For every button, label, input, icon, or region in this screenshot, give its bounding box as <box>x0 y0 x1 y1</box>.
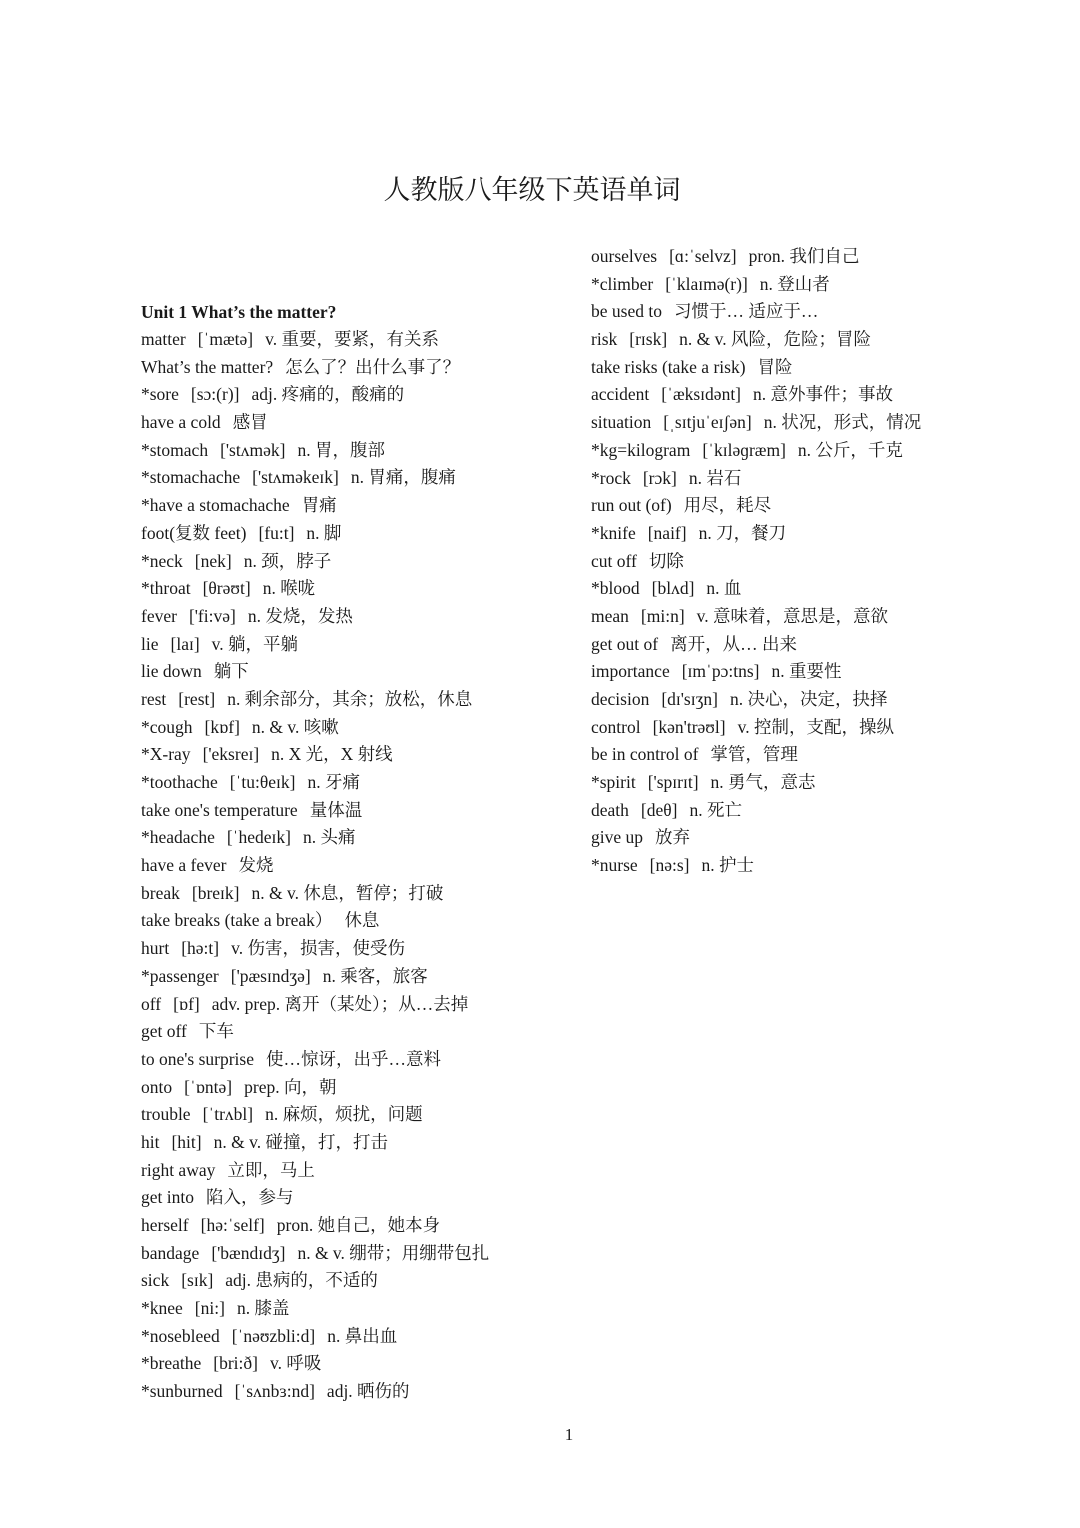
vocab-phonetic: [ˈhedeɪk] <box>226 827 291 848</box>
vocab-entry <box>141 1046 489 1074</box>
vocab-entry <box>591 658 921 686</box>
vocab-word: *have a stomachache <box>141 495 290 516</box>
vocab-word: run out (of) <box>591 495 672 516</box>
vocab-phonetic: [naif] <box>647 522 687 543</box>
vocab-definition: n. 决心，决定，抉择 <box>729 689 888 709</box>
vocab-entry <box>141 381 489 409</box>
vocab-phonetic: [hə:ˈself] <box>200 1215 265 1235</box>
vocab-entry <box>141 1074 489 1102</box>
vocab-entry <box>141 714 489 742</box>
vocab-word: *nurse <box>591 855 638 876</box>
vocab-entry <box>591 298 921 326</box>
vocab-word: *stomach <box>141 439 209 460</box>
vocab-definition: n. 喉咙 <box>262 578 316 599</box>
vocab-phonetic: ['pæsɪndʒə] <box>230 965 311 986</box>
vocab-word: ourselves <box>591 246 658 266</box>
vocab-entry <box>141 492 489 520</box>
vocab-definition: 躺下 <box>213 661 249 682</box>
vocab-entry <box>141 437 489 465</box>
vocab-entry <box>591 686 921 714</box>
vocab-phonetic: [ˈnəʊzbli:d] <box>231 1325 316 1346</box>
vocab-phonetic: [kɒf] <box>204 716 240 737</box>
vocab-definition: n. 岩石 <box>688 467 742 488</box>
vocab-word: foot(复数 feet) <box>141 522 247 543</box>
vocab-entry <box>591 797 921 825</box>
vocab-definition: n. 公斤，千克 <box>797 439 903 460</box>
vocab-entry <box>591 326 921 354</box>
vocab-phonetic: [rɪsk] <box>629 329 668 350</box>
vocab-definition: 胃痛 <box>301 495 337 516</box>
vocab-entry <box>141 520 489 548</box>
vocab-entry <box>141 769 489 797</box>
vocab-word: decision <box>591 689 650 709</box>
vocab-word: sick <box>141 1270 170 1291</box>
vocab-entry <box>141 631 489 659</box>
vocab-entry <box>591 271 921 299</box>
vocab-word: trouble <box>141 1104 191 1125</box>
vocab-word: onto <box>141 1076 173 1097</box>
vocab-definition: 下车 <box>198 1021 234 1042</box>
vocab-definition: adv. prep. 离开（某处）；从…去掉 <box>211 993 469 1014</box>
vocab-entry <box>591 603 921 631</box>
vocab-word: get out of <box>591 633 659 654</box>
vocab-definition: 发烧 <box>238 855 274 876</box>
vocab-definition: adj. 疼痛的，酸痛的 <box>251 384 405 405</box>
vocab-definition: 陷入，参与 <box>205 1187 294 1208</box>
vocab-entry <box>141 1129 489 1157</box>
vocab-definition: n. 牙痛 <box>307 772 361 792</box>
vocab-word: *toothache <box>141 772 218 792</box>
vocab-word: lie down <box>141 661 202 682</box>
vocab-word: mean <box>591 605 629 626</box>
vocab-entry <box>141 1184 489 1212</box>
vocab-entry <box>141 354 489 382</box>
vocab-definition: prep. 向，朝 <box>244 1076 337 1097</box>
vocab-word: lie <box>141 633 159 654</box>
vocab-phonetic: [nə:s] <box>649 855 690 876</box>
page-number: 1 <box>564 1425 574 1444</box>
vocab-phonetic: [sɔ:(r)] <box>190 384 240 405</box>
vocab-phonetic: ['bændɪdʒ] <box>211 1242 286 1263</box>
vocab-definition: n. 麻烦，烦扰，问题 <box>265 1104 423 1125</box>
vocab-definition: n. 死亡 <box>689 799 742 820</box>
vocab-phonetic: [ˈæksɪdənt] <box>661 384 742 405</box>
vocab-definition: n. & v. 咳嗽 <box>251 716 339 737</box>
vocab-phonetic: [nek] <box>194 550 232 571</box>
vocab-entry <box>141 603 489 631</box>
vocab-definition: 使…惊讶，出乎…意料 <box>266 1048 441 1069</box>
vocab-word: take one's temperature <box>141 799 298 820</box>
vocab-entry <box>141 935 489 963</box>
vocab-word: *neck <box>141 550 183 571</box>
vocab-entry <box>141 1323 489 1351</box>
vocab-word: *rock <box>591 467 631 488</box>
vocab-phonetic: ['spɪrɪt] <box>647 772 699 793</box>
vocab-word: get off <box>141 1021 187 1042</box>
vocab-definition: 怎么了？出什么事了？ <box>285 356 461 377</box>
vocab-phonetic: [ɪmˈpɔ:tns] <box>681 661 760 682</box>
vocab-definition: v. 控制，支配，操纵 <box>737 716 894 737</box>
vocab-phonetic: [hit] <box>171 1131 202 1152</box>
vocab-word: *climber <box>591 273 654 294</box>
vocab-word: *sunburned <box>141 1381 223 1402</box>
vocab-definition: 习惯于… 适应于… <box>673 301 819 322</box>
vocab-word: *kg=kilogram <box>591 439 691 460</box>
vocab-phonetic: [ɒf] <box>173 993 200 1014</box>
vocab-definition: 休息 <box>344 910 380 931</box>
vocab-definition: n. 脚 <box>306 522 342 543</box>
vocab-entry <box>591 714 921 742</box>
vocab-entry <box>591 631 921 659</box>
vocab-entry <box>141 1267 489 1295</box>
vocab-definition: n. 膝盖 <box>236 1298 290 1319</box>
vocab-word: *stomachache <box>141 467 241 488</box>
vocab-definition: n. & v. 风险，危险；冒险 <box>679 329 872 350</box>
vocab-phonetic: [bri:ð] <box>213 1353 258 1374</box>
vocab-definition: n. 鼻出血 <box>327 1325 398 1346</box>
vocab-word: importance <box>591 661 670 682</box>
vocab-word: *spirit <box>591 772 636 793</box>
vocab-word: take breaks (take a break） <box>141 910 333 931</box>
vocab-definition: adj. 患病的，不适的 <box>225 1270 378 1291</box>
vocab-definition: n. 护士 <box>701 855 755 876</box>
vocab-word: *knee <box>141 1298 183 1319</box>
vocab-entry <box>591 354 921 382</box>
vocab-word: hit <box>141 1131 160 1152</box>
vocab-phonetic: [deθ] <box>640 799 678 820</box>
vocab-word: control <box>591 716 641 737</box>
vocab-word: right away <box>141 1159 216 1180</box>
vocab-phonetic: [blʌd] <box>651 578 695 599</box>
vocab-entry <box>591 465 921 493</box>
vocab-definition: n. 勇气，意志 <box>710 772 816 793</box>
vocab-word: *knife <box>591 522 636 543</box>
vocab-phonetic: [kən'trəʊl] <box>652 716 726 737</box>
vocab-word: What’s the matter? <box>141 356 274 377</box>
vocab-entry <box>591 243 921 271</box>
vocab-entry <box>141 824 489 852</box>
vocab-word: cut off <box>591 550 637 571</box>
vocab-word: give up <box>591 827 644 848</box>
vocab-definition: v. 意味着，意思是，意欲 <box>696 605 889 626</box>
vocab-definition: n. 意外事件；事故 <box>753 384 894 405</box>
vocab-phonetic: [mi:n] <box>640 605 685 626</box>
vocab-entry <box>591 824 921 852</box>
vocab-definition: 掌管，管理 <box>710 744 798 765</box>
vocab-word: accident <box>591 384 650 405</box>
vocab-word: get into <box>141 1187 194 1208</box>
vocab-entry <box>591 492 921 520</box>
vocab-definition: 离开，从… 出来 <box>670 633 797 654</box>
vocab-word: be used to <box>591 301 662 322</box>
vocab-phonetic: ['eksreɪ] <box>202 744 260 765</box>
vocab-entry <box>141 1101 489 1129</box>
vocab-entry <box>591 741 921 769</box>
vocab-definition: n. 胃，腹部 <box>297 439 385 460</box>
unit-heading: Unit 1 What’s the matter? <box>141 302 337 322</box>
vocab-definition: n. 胃痛，腹痛 <box>350 467 456 488</box>
vocab-definition: pron. 我们自己 <box>748 246 860 266</box>
vocab-entry <box>141 464 489 492</box>
vocab-phonetic: [hə:t] <box>181 938 220 959</box>
vocab-entry <box>591 548 921 576</box>
vocab-word: situation <box>591 412 652 433</box>
vocab-word: off <box>141 993 162 1014</box>
vocab-definition: n. 发烧，发热 <box>247 605 353 626</box>
vocab-word: rest <box>141 688 167 709</box>
vocab-word: risk <box>591 329 618 350</box>
vocab-definition: v. 呼吸 <box>269 1353 322 1374</box>
vocab-entry <box>591 437 921 465</box>
vocab-phonetic: ['stʌməkeɪk] <box>252 467 339 488</box>
vocab-word: *passenger <box>141 965 219 986</box>
vocab-word: be in control of <box>591 744 699 765</box>
vocab-entry <box>141 963 489 991</box>
vocab-word: take risks (take a risk) <box>591 356 746 377</box>
right-vocabulary-column <box>591 243 921 880</box>
vocab-phonetic: [ˈkɪləɡræm] <box>702 439 786 460</box>
vocab-phonetic: [ˈtu:θeɪk] <box>229 772 296 792</box>
vocab-word: *headache <box>141 827 215 848</box>
vocab-phonetic: [ˈklaɪmə(r)] <box>665 273 748 294</box>
vocab-word: *sore <box>141 384 179 405</box>
vocab-definition: n. 头痛 <box>302 827 356 848</box>
vocab-phonetic: [ˈtrʌbl] <box>202 1104 254 1125</box>
vocab-definition: 冒险 <box>757 356 793 377</box>
vocab-definition: n. 乘客，旅客 <box>322 965 428 986</box>
vocab-definition: n. 重要性 <box>771 661 842 682</box>
vocab-entry <box>141 991 489 1019</box>
vocab-word: *breathe <box>141 1353 202 1374</box>
vocab-definition: adj. 晒伤的 <box>326 1381 410 1402</box>
vocab-word: have a cold <box>141 412 221 433</box>
vocab-phonetic: [ˈmætə] <box>197 329 254 349</box>
vocab-word: *throat <box>141 578 191 599</box>
vocab-definition: n. & v. 碰撞，打，打击 <box>213 1131 388 1152</box>
vocab-word: to one's surprise <box>141 1048 254 1069</box>
vocab-phonetic: [rest] <box>178 688 216 709</box>
vocab-entry <box>141 686 489 714</box>
vocab-entry <box>591 520 921 548</box>
vocab-word: matter <box>141 329 186 349</box>
vocab-word: *blood <box>591 578 640 599</box>
vocab-phonetic: [ni:] <box>194 1298 225 1319</box>
vocab-phonetic: ['fi:və] <box>188 605 236 626</box>
vocab-entry <box>591 769 921 797</box>
vocab-phonetic: [ˌsɪtjuˈeɪʃən] <box>663 412 752 433</box>
left-vocabulary-column <box>141 326 489 1406</box>
vocab-entry <box>141 852 489 880</box>
vocab-definition: n. 颈，脖子 <box>243 550 332 571</box>
vocab-definition: v. 伤害，损害，使受伤 <box>231 938 405 959</box>
vocab-entry <box>591 409 921 437</box>
vocab-word: hurt <box>141 938 170 959</box>
vocab-entry <box>141 741 489 769</box>
vocab-entry <box>591 852 921 880</box>
vocab-entry <box>141 575 489 603</box>
document-title: 人教版八年级下英语单词 <box>383 175 681 206</box>
vocab-definition: v. 躺，平躺 <box>211 633 299 654</box>
vocab-word: death <box>591 799 629 820</box>
vocab-definition: n. 状况，形式，情况 <box>763 412 922 433</box>
vocab-phonetic: [breɪk] <box>191 882 240 903</box>
vocab-phonetic: ['stʌmək] <box>220 439 286 460</box>
vocab-entry <box>591 381 921 409</box>
vocab-word: *X-ray <box>141 744 191 765</box>
vocab-definition: pron. 她自己，她本身 <box>276 1215 441 1235</box>
vocab-phonetic: [fu:t] <box>258 522 295 543</box>
vocab-entry <box>141 1018 489 1046</box>
vocab-definition: 切除 <box>648 550 684 571</box>
vocab-entry <box>591 575 921 603</box>
vocab-entry <box>141 880 489 908</box>
vocab-phonetic: [sɪk] <box>181 1270 214 1291</box>
vocab-phonetic: [ˈɒntə] <box>184 1076 233 1097</box>
vocab-entry <box>141 797 489 825</box>
vocab-word: fever <box>141 605 177 626</box>
vocab-entry <box>141 658 489 686</box>
vocab-definition: n. 剩余部分，其余；放松，休息 <box>227 688 473 709</box>
vocab-phonetic: [ˈsʌnbɜ:nd] <box>234 1381 315 1402</box>
vocab-definition: 感冒 <box>232 412 268 433</box>
vocab-entry <box>141 1157 489 1185</box>
vocab-entry <box>141 409 489 437</box>
vocab-phonetic: [laɪ] <box>170 633 200 654</box>
vocab-definition: n. & v. 休息，暂停；打破 <box>251 882 444 903</box>
vocab-definition: n. X 光，X 射线 <box>271 744 393 765</box>
vocab-definition: 量体温 <box>309 799 363 820</box>
vocab-phonetic: [ɑ:ˈselvz] <box>669 246 737 266</box>
vocab-definition: n. 刀，餐刀 <box>698 522 787 543</box>
vocab-word: break <box>141 882 180 903</box>
vocab-phonetic: [θrəʊt] <box>202 578 251 599</box>
vocab-definition: n. 登山者 <box>759 273 830 294</box>
vocab-entry <box>141 907 489 935</box>
vocab-entry <box>141 1350 489 1378</box>
vocab-word: *nosebleed <box>141 1325 220 1346</box>
vocab-definition: n. & v. 绷带；用绷带包扎 <box>297 1242 490 1263</box>
vocab-word: have a fever <box>141 855 227 876</box>
vocab-phonetic: [dɪ'sɪʒn] <box>661 689 718 709</box>
vocab-definition: 用尽，耗尽 <box>683 495 772 516</box>
vocab-definition: 立即，马上 <box>227 1159 315 1180</box>
vocab-word: bandage <box>141 1242 200 1263</box>
vocab-entry <box>141 548 489 576</box>
vocab-entry <box>141 1212 489 1240</box>
vocab-definition: n. 血 <box>706 578 742 599</box>
vocab-entry <box>141 1295 489 1323</box>
vocab-definition: 放弃 <box>655 827 691 848</box>
vocab-word: herself <box>141 1215 189 1235</box>
vocab-entry <box>141 1378 489 1406</box>
vocab-entry <box>141 1240 489 1268</box>
vocab-entry <box>141 326 489 354</box>
vocab-word: *cough <box>141 716 193 737</box>
vocab-definition: v. 重要，要紧，有关系 <box>265 329 439 349</box>
vocab-phonetic: [rɔk] <box>642 467 677 488</box>
